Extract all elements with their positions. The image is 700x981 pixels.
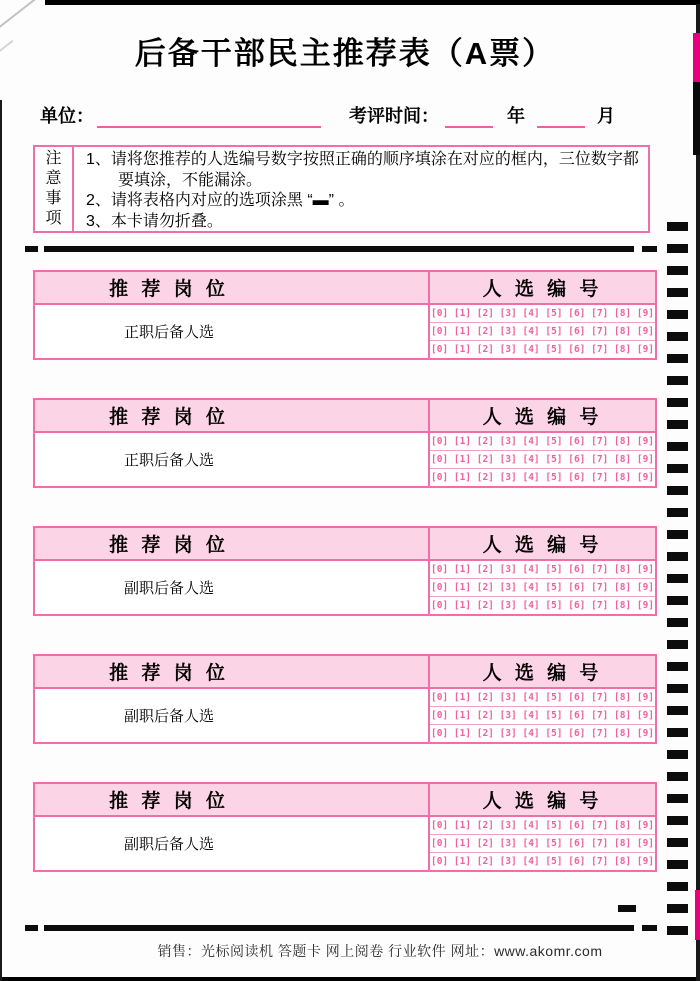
recommendation-table [33,654,657,744]
timing-mark [667,486,688,495]
position-header-cell [35,784,430,815]
sync-dash [618,905,636,912]
notice-item-3: 3、本卡请勿折叠。 [86,212,223,230]
candidate-number-bubble-row[interactable]: [0] [1] [2] [3] [4] [5] [6] [7] [8] [9] [430,724,655,742]
timing-mark [667,398,688,407]
timing-mark [667,904,688,913]
timing-mark [667,552,688,561]
timing-mark [667,376,688,385]
candidate-number-bubble-row[interactable]: [0] [1] [2] [3] [4] [5] [6] [7] [8] [9] [430,436,655,447]
sync-line-top [44,246,634,252]
timing-mark [667,640,688,649]
candidate-number-header-label: 人 选 编 号 [482,407,603,428]
notice-items [74,147,648,231]
table-body [35,305,655,358]
timing-mark [667,772,688,781]
timing-mark [667,706,688,715]
timing-mark [667,684,688,693]
sync-dash [642,246,657,252]
position-header-label: 推 荐 岗 位 [109,663,229,684]
candidate-number-bubble-row[interactable]: [0] [1] [2] [3] [4] [5] [6] [7] [8] [9] [430,834,655,852]
candidate-number-bubble-row[interactable]: [0] [1] [2] [3] [4] [5] [6] [7] [8] [9] [430,596,655,614]
notice-item-2: 2、请将表格内对应的选项涂黑 “▬” 。 [86,192,355,209]
timing-mark [667,332,688,341]
candidate-number-bubble-row[interactable]: [0] [1] [2] [3] [4] [5] [6] [7] [8] [9] [430,468,655,486]
candidate-number-bubble-row[interactable]: [0] [1] [2] [3] [4] [5] [6] [7] [8] [9] [430,340,655,358]
bubble-rows [430,561,655,614]
timing-mark [667,244,688,253]
timing-mark [667,794,688,803]
page-title: 后备干部民主推荐表（A票） [134,36,556,71]
recommendation-table [33,526,657,616]
timing-mark [667,860,688,869]
magenta-calibration-strip [695,890,700,940]
notice-side-char: 项 [45,210,62,227]
table-body [35,561,655,614]
bubble-rows [430,433,655,486]
candidate-number-bubble-row[interactable]: [0] [1] [2] [3] [4] [5] [6] [7] [8] [9] [430,692,655,703]
bottom-edge-line [0,977,700,981]
unit-time-row [40,102,615,128]
candidate-number-bubble-row[interactable]: [0] [1] [2] [3] [4] [5] [6] [7] [8] [9] [430,322,655,340]
candidate-number-header-label: 人 选 编 号 [482,791,603,812]
eval-time-label: 考评时间： [349,106,439,126]
position-label-cell [35,817,430,870]
bubble-rows [430,689,655,742]
candidate-number-header-label: 人 选 编 号 [482,535,603,556]
recommendation-table [33,782,657,872]
recommendation-table [33,270,657,360]
candidate-number-header-cell [430,400,655,431]
candidate-number-bubble-row[interactable]: [0] [1] [2] [3] [4] [5] [6] [7] [8] [9] [430,706,655,724]
candidate-number-bubble-row[interactable]: [0] [1] [2] [3] [4] [5] [6] [7] [8] [9] [430,450,655,468]
position-label: 正职后备人选 [123,324,214,341]
candidate-number-header-cell [430,784,655,815]
timing-mark [667,574,688,583]
timing-mark [667,310,688,319]
candidate-number-bubble-row[interactable]: [0] [1] [2] [3] [4] [5] [6] [7] [8] [9] [430,820,655,831]
sync-dash [642,925,657,931]
table-header-row [35,784,655,817]
timing-mark [667,442,688,451]
table-header-row [35,528,655,561]
candidate-number-bubble-row[interactable]: [0] [1] [2] [3] [4] [5] [6] [7] [8] [9] [430,308,655,319]
position-label-cell [35,689,430,742]
candidate-number-header-label: 人 选 编 号 [482,663,603,684]
candidate-number-header-cell [430,528,655,559]
sync-dash [25,246,38,252]
timing-mark [667,288,688,297]
table-body [35,433,655,486]
timing-mark [667,750,688,759]
position-header-cell [35,656,430,687]
candidate-number-bubble-row[interactable]: [0] [1] [2] [3] [4] [5] [6] [7] [8] [9] [430,852,655,870]
candidate-number-header-cell [430,656,655,687]
candidate-number-bubble-row[interactable]: [0] [1] [2] [3] [4] [5] [6] [7] [8] [9] [430,578,655,596]
sync-dash [25,925,38,931]
timing-mark [667,596,688,605]
bubble-rows [430,817,655,870]
table-body [35,817,655,870]
month-write-in-field[interactable] [537,102,585,128]
timing-mark [667,728,688,737]
position-label-cell [35,433,430,486]
notice-side-label [35,147,74,231]
notice-side-char: 注 [45,150,62,167]
table-header-row [35,656,655,689]
timing-mark [667,816,688,825]
bubble-rows [430,305,655,358]
timing-mark [667,508,688,517]
position-header-label: 推 荐 岗 位 [109,791,229,812]
table-header-row [35,400,655,433]
vendor-footer-text: 销售：光标阅读机 答题卡 网上阅卷 行业软件 网址：www.akomr.com [157,943,603,959]
timing-mark [667,926,688,935]
timing-mark [667,838,688,847]
table-body [35,689,655,742]
position-label-cell [35,561,430,614]
position-header-label: 推 荐 岗 位 [109,279,229,300]
recommendation-table [33,398,657,488]
timing-mark [667,354,688,363]
position-header-label: 推 荐 岗 位 [109,535,229,556]
magenta-calibration-strip [693,33,700,82]
year-label: 年 [507,106,525,126]
position-label: 副职后备人选 [123,708,214,725]
page-corner-cut [0,40,13,54]
timing-mark [667,266,688,275]
timing-mark [667,530,688,539]
month-label: 月 [597,106,615,126]
top-edge-line [45,0,700,5]
timing-mark [667,662,688,671]
position-label: 副职后备人选 [123,580,214,597]
timing-mark [667,618,688,627]
black-calibration-strip [693,82,700,155]
position-label: 正职后备人选 [123,452,214,469]
timing-mark [667,882,688,891]
position-header-cell [35,400,430,431]
timing-mark [667,222,688,231]
year-write-in-field[interactable] [445,102,493,128]
left-edge-line [0,100,2,981]
page-corner-cut [0,0,39,30]
position-header-label: 推 荐 岗 位 [109,407,229,428]
position-label: 副职后备人选 [123,836,214,853]
unit-write-in-field[interactable] [97,102,321,128]
candidate-number-header-label: 人 选 编 号 [482,279,603,300]
candidate-number-header-cell [430,272,655,303]
table-header-row [35,272,655,305]
position-header-cell [35,528,430,559]
notice-box [33,145,650,233]
candidate-number-bubble-row[interactable]: [0] [1] [2] [3] [4] [5] [6] [7] [8] [9] [430,564,655,575]
notice-side-char: 意 [45,170,62,187]
notice-item-1: 1、请将您推荐的人选编号数字按照正确的顺序填涂在对应的框内，三位数字都要填涂，不能漏涂。 [86,151,639,189]
sync-line-bottom [44,925,634,931]
unit-label: 单位： [40,106,94,126]
timing-mark [667,464,688,473]
timing-mark [667,420,688,429]
position-header-cell [35,272,430,303]
notice-side-char: 事 [45,190,62,207]
position-label-cell [35,305,430,358]
